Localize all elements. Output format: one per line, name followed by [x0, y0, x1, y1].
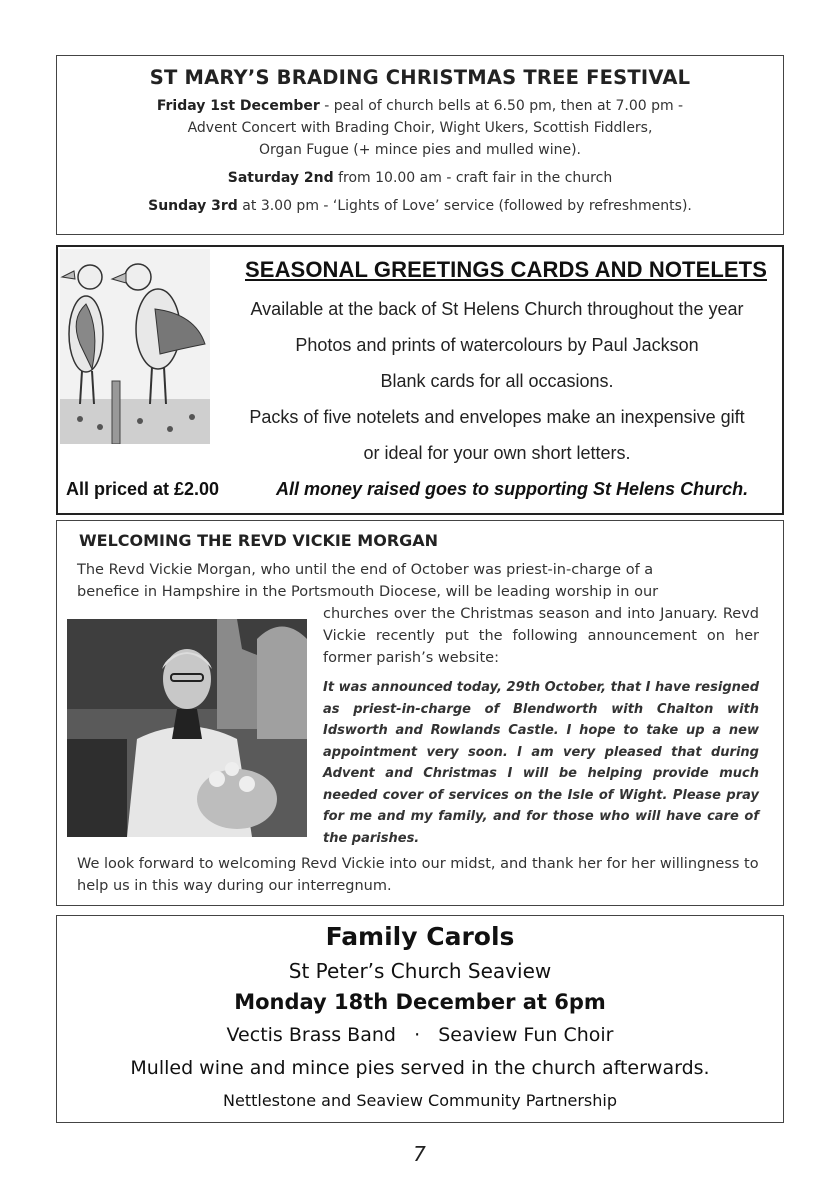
welcome-closing: We look forward to welcoming Revd Vickie into our midst, and thank her for her willingness to help us in this way during our interregnum.	[77, 856, 759, 894]
cards-line-3: Blank cards for all occasions.	[380, 371, 614, 391]
carols-title: Family Carols	[325, 922, 515, 951]
festival-friday	[57, 95, 783, 117]
friday-label: Friday 1st December	[156, 98, 320, 114]
welcome-intro-line2: benefice in Hampshire in the Portsmouth Diocese, will be leading worship in our	[77, 584, 659, 600]
carols-date: Monday 18th December at 6pm	[234, 990, 606, 1014]
carols-notice	[56, 915, 784, 1123]
sunday-label: Sunday 3rd	[148, 198, 238, 214]
carols-partnership: Nettlestone and Seaview Community Partnership	[223, 1091, 617, 1110]
revd-vickie-photo	[67, 619, 307, 837]
carols-venue: St Peter’s Church Seaview	[288, 959, 552, 983]
cards-notice	[56, 245, 784, 515]
friday-text: - peal of church bells at 6.50 pm, then at 7.00 pm -	[319, 98, 684, 114]
welcome-title: WELCOMING THE REVD VICKIE MORGAN	[79, 531, 439, 550]
cards-price: All priced at £2.00	[66, 479, 220, 499]
welcome-side-text: churches over the Christmas season and into January. Revd Vickie recently put the following announcement on her former parish’s website:	[323, 606, 759, 666]
festival-saturday	[57, 167, 783, 189]
sunday-text: at 3.00 pm - ‘Lights of Love’ service (followed by refreshments).	[237, 198, 692, 214]
cards-line-5: or ideal for your own short letters.	[363, 443, 631, 463]
carols-performers: Vectis Brass Band · Seaview Fun Choir	[226, 1024, 614, 1046]
festival-notice	[56, 55, 784, 235]
festival-sunday	[57, 195, 783, 217]
saturday-text: from 10.00 am - craft fair in the church	[333, 170, 613, 186]
welcome-quote: It was announced today, 29th October, that I have resigned as priest-in-charge of Blendworth with Chalton with Idsworth and Rowlands Castle. I hope to take up a new appointment very soon. I am very pleased that during Advent and Christmas I will be helping provide much needed cover of services on the Isle of Wight. Please pray for me and my family, and for those who will have care of the parishes.	[323, 680, 759, 846]
carols-refreshments: Mulled wine and mince pies served in the church afterwards.	[130, 1057, 710, 1079]
saturday-label: Saturday 2nd	[227, 170, 334, 186]
festival-friday-line3: Organ Fugue (+ mince pies and mulled wine).	[258, 142, 581, 158]
welcome-intro-line1: The Revd Vickie Morgan, who until the end of October was priest-in-charge of a	[77, 562, 654, 578]
cards-money-note: All money raised goes to supporting St Helens Church.	[276, 479, 749, 499]
cards-line-2: Photos and prints of watercolours by Paul Jackson	[295, 335, 699, 355]
festival-friday-line2: Advent Concert with Brading Choir, Wight Ukers, Scottish Fiddlers,	[187, 120, 653, 136]
welcome-notice	[56, 520, 784, 906]
festival-title: ST MARY’S BRADING CHRISTMAS TREE FESTIVAL	[149, 66, 691, 89]
cards-line-1: Available at the back of St Helens Church throughout the year	[250, 299, 744, 319]
page-number: 7	[413, 1142, 426, 1166]
seagulls-illustration	[60, 249, 210, 444]
cards-title: SEASONAL GREETINGS CARDS AND NOTELETS	[245, 257, 767, 282]
cards-line-4: Packs of five notelets and envelopes make an inexpensive gift	[249, 407, 745, 427]
